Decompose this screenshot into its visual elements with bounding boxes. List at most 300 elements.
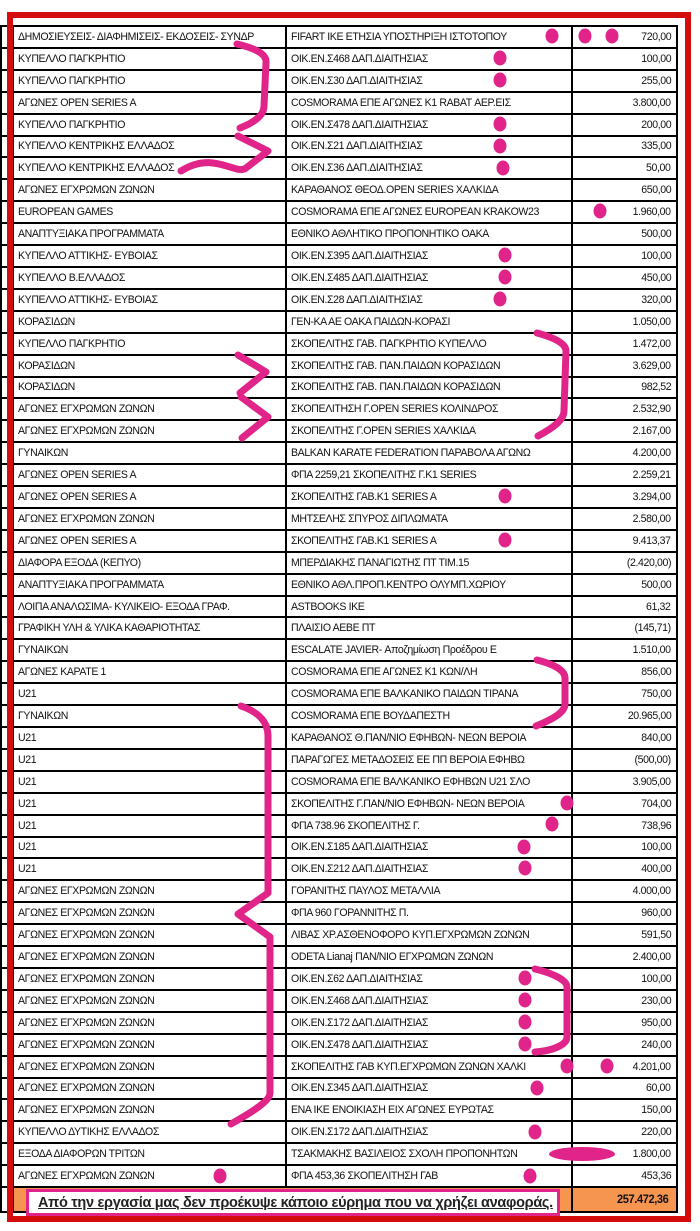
amount-cell <box>573 378 678 398</box>
description-cell-text: ΟΙΚ.ΕΝ.Σ345 ΔΑΠ.ΔΙΑΙΤΗΣΙΑΣ <box>291 1082 428 1095</box>
description-cell-text: ODETA Lianaj ΠΑΝ/ΝΙΟ ΕΓΧΡΩΜΩΝ ΖΩΝΩΝ <box>291 951 494 964</box>
amount-cell <box>573 312 678 332</box>
amount-cell-text: 230,00 <box>641 994 671 1007</box>
category-cell <box>14 334 287 354</box>
amount-cell-text: 856,00 <box>641 666 671 679</box>
margin-cell <box>0 334 14 354</box>
description-cell <box>287 1035 573 1055</box>
description-cell-text: COSMORAMA ΕΠΕ ΑΓΩΝΕΣ EUROPEAN KRAKOW23 <box>291 206 540 219</box>
amount-cell-text: 9.413,37 <box>632 534 671 547</box>
description-cell <box>287 684 573 704</box>
amount-cell <box>573 750 678 770</box>
amount-cell <box>573 71 678 91</box>
margin-cell <box>0 115 14 135</box>
description-cell <box>287 180 573 200</box>
amount-cell-text: 3.629,00 <box>632 359 671 372</box>
description-cell <box>287 356 573 376</box>
amount-cell-text: 100,00 <box>641 52 671 65</box>
amount-cell <box>573 509 678 529</box>
description-cell-text: COSMORAMA ΕΠΕ ΑΓΩΝΕΣ Κ1 RABAT ΑΕΡ.ΕΙΣ <box>291 96 511 109</box>
margin-cell <box>0 684 14 704</box>
amount-cell-text: 950,00 <box>641 1016 671 1029</box>
table-row <box>0 1057 678 1079</box>
description-cell <box>287 1057 573 1077</box>
amount-cell <box>573 1013 678 1033</box>
margin-cell <box>0 1122 14 1142</box>
description-cell <box>287 531 573 551</box>
margin-cell <box>0 180 14 200</box>
margin-cell <box>0 640 14 660</box>
description-cell <box>287 49 573 69</box>
description-cell-text: ΟΙΚ.ΕΝ.Σ172 ΔΑΠ.ΔΙΑΙΤΗΣΙΑΣ <box>291 1126 428 1139</box>
table-row <box>0 947 678 969</box>
category-cell <box>14 553 287 573</box>
amount-cell-text: 1.960,00 <box>632 206 671 219</box>
category-cell-text: ΑΓΩΝΕΣ ΕΓΧΡΩΜΩΝ ΖΩΝΩΝ <box>18 994 155 1007</box>
description-cell-text: ΜΠΕΡΔΙΑΚΗΣ ΠΑΝΑΓΙΩΤΗΣ ΠΤ ΤΙΜ.15 <box>291 556 470 569</box>
category-cell-text: ΓΥΝΑΙΚΩΝ <box>18 447 68 460</box>
description-cell-text: COSMORAMA ΕΠΕ ΒΟΥΔΑΠΕΣΤΗ <box>291 710 450 723</box>
description-cell-text: ΟΙΚ.ΕΝ.Σ185 ΔΑΠ.ΔΙΑΙΤΗΣΙΑΣ <box>291 841 428 854</box>
description-cell <box>287 838 573 858</box>
margin-cell <box>0 202 14 222</box>
category-cell-text: ΚΥΠΕΛΛΟ ΔΥΤΙΚΗΣ ΕΛΛΑΔΟΣ <box>18 1126 159 1139</box>
table-row <box>0 1079 678 1101</box>
amount-cell-text: 453,36 <box>641 1170 671 1183</box>
category-cell-text: U21 <box>18 819 37 832</box>
grand-total-cell <box>573 1188 678 1211</box>
margin-cell <box>0 312 14 332</box>
description-cell <box>287 71 573 91</box>
description-cell-text: ΣΚΟΠΕΛΙΤΗΣ ΓΑΒ. ΠΑΝ.ΠΑΙΔΩΝ ΚΟΡΑΣΙΔΩΝ <box>291 359 501 372</box>
category-cell-text: ΑΓΩΝΕΣ ΕΓΧΡΩΜΩΝ ΖΩΝΩΝ <box>18 184 155 197</box>
amount-cell-text: 591,50 <box>641 929 671 942</box>
amount-cell-text: 335,00 <box>641 140 671 153</box>
amount-cell <box>573 1144 678 1164</box>
amount-cell-text: 704,00 <box>641 797 671 810</box>
description-cell <box>287 662 573 682</box>
table-row <box>0 1166 678 1188</box>
margin-cell <box>0 816 14 836</box>
description-cell <box>287 443 573 463</box>
category-cell-text: ΚΥΠΕΛΛΟ ΠΑΓΚΡΗΤΙΟ <box>18 118 126 131</box>
category-cell <box>14 662 287 682</box>
amount-cell <box>573 816 678 836</box>
description-cell-text: ΣΚΟΠΕΛΙΤΗΣ ΓΑΒ.Κ1 SERIES A <box>291 534 437 547</box>
category-cell <box>14 838 287 858</box>
category-cell-text: ΚΥΠΕΛΛΟ ΠΑΓΚΡΗΤΙΟ <box>18 52 126 65</box>
description-cell <box>287 399 573 419</box>
category-cell <box>14 750 287 770</box>
margin-cell <box>0 224 14 244</box>
margin-cell <box>0 356 14 376</box>
description-cell <box>287 881 573 901</box>
category-cell-text: ΑΓΩΝΕΣ ΕΓΧΡΩΜΩΝ ΖΩΝΩΝ <box>18 1016 155 1029</box>
margin-cell <box>0 137 14 157</box>
amount-cell <box>573 728 678 748</box>
amount-cell-text: 450,00 <box>641 271 671 284</box>
amount-cell-text: 4.200,00 <box>632 447 671 460</box>
amount-cell <box>573 246 678 266</box>
category-cell <box>14 356 287 376</box>
description-cell-text: ΦΠΑ 2259,21 ΣΚΟΠΕΛΙΤΗΣ Γ.Κ1 SERIES <box>291 469 477 482</box>
category-cell <box>14 597 287 617</box>
category-cell <box>14 794 287 814</box>
table-row <box>0 881 678 903</box>
table-row <box>0 706 678 728</box>
description-cell <box>287 246 573 266</box>
description-cell-text: ΤΣΑΚΜΑΚΗΣ ΒΑΣΙΛΕΙΟΣ ΣΧΟΛΗ ΠΡΟΠΟΝΗΤΩΝ <box>291 1148 518 1161</box>
description-cell-text: ΟΙΚ.ΕΝ.Σ30 ΔΑΠ.ΔΙΑΙΤΗΣΙΑΣ <box>291 74 423 87</box>
table-row <box>0 575 678 597</box>
auditor-note-box <box>26 1189 560 1216</box>
amount-cell <box>573 662 678 682</box>
description-cell <box>287 1166 573 1186</box>
description-cell <box>287 640 573 660</box>
amount-cell-text: (2.420,00) <box>626 556 671 569</box>
amount-cell <box>573 925 678 945</box>
category-cell <box>14 290 287 310</box>
table-row <box>0 618 678 640</box>
description-cell <box>287 137 573 157</box>
description-cell-text: ΓΕΝ-ΚΑ ΑΕ ΟΑΚΑ ΠΑΙΔΩΝ-ΚΟΡΑΣΙ <box>291 315 451 328</box>
description-cell <box>287 618 573 638</box>
margin-cell <box>0 465 14 485</box>
description-cell <box>287 1013 573 1033</box>
description-cell-text: ASTBOOKS IKE <box>291 600 365 613</box>
amount-cell-text: 100,00 <box>641 250 671 263</box>
amount-cell-text: 220,00 <box>641 1126 671 1139</box>
category-cell <box>14 180 287 200</box>
category-cell-text: U21 <box>18 863 37 876</box>
category-cell <box>14 728 287 748</box>
description-cell-text: COSMORAMA ΕΠΕ ΒΑΛΚΑΝΙΚΟ ΠΑΙΔΩΝ ΤΙΡΑΝΑ <box>291 688 519 701</box>
category-cell <box>14 137 287 157</box>
category-cell-text: ΚΥΠΕΛΛΟ Β.ΕΛΛΑΔΟΣ <box>18 271 126 284</box>
category-cell <box>14 509 287 529</box>
margin-cell <box>0 553 14 573</box>
margin-cell <box>0 618 14 638</box>
category-cell <box>14 1013 287 1033</box>
description-cell-text: ΚΑΡΑΘΑΝΟΣ Θ.ΠΑΝ/ΝΙΟ ΕΦΗΒΩΝ- ΝΕΩΝ ΒΕΡΟΙΑ <box>291 731 527 744</box>
table-row <box>0 443 678 465</box>
description-cell <box>287 465 573 485</box>
description-cell <box>287 421 573 441</box>
margin-cell <box>0 662 14 682</box>
description-cell <box>287 334 573 354</box>
amount-cell <box>573 903 678 923</box>
category-cell-text: ΕΞΟΔΑ ΔΙΑΦΟΡΩΝ ΤΡΙΤΩΝ <box>18 1148 145 1161</box>
category-cell-text: ΚΥΠΕΛΛΟ ΠΑΓΚΡΗΤΙΟ <box>18 74 126 87</box>
margin-cell <box>0 27 14 47</box>
description-cell <box>287 378 573 398</box>
category-cell-text: ΑΝΑΠΤΥΞΙΑΚΑ ΠΡΟΓΡΑΜΜΑΤΑ <box>18 228 164 241</box>
margin-cell <box>0 1166 14 1186</box>
amount-cell <box>573 465 678 485</box>
category-cell <box>14 399 287 419</box>
amount-cell <box>573 290 678 310</box>
description-cell <box>287 925 573 945</box>
description-cell-text: ESCALATE JAVIER- Αποζημίωση Προέδρου Ε <box>291 644 497 657</box>
margin-cell <box>0 1057 14 1077</box>
description-cell-text: ΟΙΚ.ΕΝ.Σ485 ΔΑΠ.ΔΙΑΙΤΗΣΙΑΣ <box>291 271 428 284</box>
amount-cell-text: 1.050,00 <box>632 315 671 328</box>
margin-cell <box>0 290 14 310</box>
amount-cell <box>573 553 678 573</box>
amount-cell-text: 3.800,00 <box>632 96 671 109</box>
table-row <box>0 137 678 159</box>
description-cell-text: ΣΚΟΠΕΛΙΤΗΣ ΓΑΒ. ΠΑΓΚΡΗΤΙΟ ΚΥΠΕΛΛΟ <box>291 337 487 350</box>
amount-cell <box>573 1122 678 1142</box>
table-row <box>0 772 678 794</box>
description-cell-text: ΦΠΑ 738.96 ΣΚΟΠΕΛΙΤΗΣ Γ. <box>291 819 420 832</box>
table-row <box>0 356 678 378</box>
table-row <box>0 27 678 49</box>
table-row <box>0 399 678 421</box>
table-row <box>0 991 678 1013</box>
margin-cell <box>0 509 14 529</box>
category-cell-text: ΚΟΡΑΣΙΔΩΝ <box>18 315 75 328</box>
table-row <box>0 180 678 202</box>
category-cell <box>14 465 287 485</box>
category-cell-text: ΓΡΑΦΙΚΗ ΥΛΗ & ΥΛΙΚΑ ΚΑΘΑΡΙΟΤΗΤΑΣ <box>18 622 201 635</box>
amount-cell-text: 200,00 <box>641 118 671 131</box>
description-cell <box>287 290 573 310</box>
amount-cell <box>573 202 678 222</box>
description-cell <box>287 816 573 836</box>
category-cell <box>14 27 287 47</box>
category-cell <box>14 224 287 244</box>
description-cell-text: COSMORAMA ΕΠΕ ΒΑΛΚΑΝΙΚΟ ΕΦΗΒΩΝ U21 ΣΛΟ <box>291 775 530 788</box>
category-cell <box>14 772 287 792</box>
category-cell-text: ΑΓΩΝΕΣ ΕΓΧΡΩΜΩΝ ΖΩΝΩΝ <box>18 1060 155 1073</box>
table-row <box>0 1035 678 1057</box>
amount-cell <box>573 443 678 463</box>
table-row <box>0 597 678 619</box>
category-cell <box>14 1166 287 1186</box>
description-cell <box>287 991 573 1011</box>
margin-cell <box>0 597 14 617</box>
description-cell <box>287 224 573 244</box>
description-cell <box>287 115 573 135</box>
table-row <box>0 1013 678 1035</box>
amount-cell-text: 4.201,00 <box>632 1060 671 1073</box>
category-cell <box>14 443 287 463</box>
margin-cell <box>0 859 14 879</box>
margin-cell <box>0 246 14 266</box>
table-row <box>0 71 678 93</box>
category-cell <box>14 158 287 178</box>
category-cell-text: ΚΥΠΕΛΛΟ ΚΕΝΤΡΙΚΗΣ ΕΛΛΑΔΟΣ <box>18 140 175 153</box>
category-cell <box>14 49 287 69</box>
amount-cell-text: (500,00) <box>634 753 671 766</box>
description-cell <box>287 487 573 507</box>
description-cell-text: ΕΘΝΙΚΟ ΑΘΛ.ΠΡΟΠ.ΚΕΝΤΡΟ ΟΛΥΜΠ.ΧΩΡΙΟΥ <box>291 578 506 591</box>
description-cell-text: ΣΚΟΠΕΛΙΤΗΣ ΓΑΒ.Κ1 SERIES A <box>291 490 437 503</box>
amount-cell <box>573 772 678 792</box>
description-cell-text: ΟΙΚ.ΕΝ.Σ478 ΔΑΠ.ΔΙΑΙΤΗΣΙΑΣ <box>291 1038 428 1051</box>
description-cell-text: ΣΚΟΠΕΛΙΤΗΣ Γ.OPEN SERIES ΧΑΛΚΙΔΑ <box>291 425 476 438</box>
amount-cell <box>573 421 678 441</box>
amount-cell-text: 720,00 <box>641 30 671 43</box>
description-cell-text: ΟΙΚ.ΕΝ.Σ395 ΔΑΠ.ΔΙΑΙΤΗΣΙΑΣ <box>291 250 428 263</box>
table-row <box>0 1100 678 1122</box>
category-cell <box>14 1122 287 1142</box>
amount-cell-text: 982,52 <box>641 381 671 394</box>
category-cell <box>14 421 287 441</box>
margin-cell <box>0 991 14 1011</box>
category-cell <box>14 618 287 638</box>
category-cell-text: ΑΓΩΝΕΣ ΕΓΧΡΩΜΩΝ ΖΩΝΩΝ <box>18 425 155 438</box>
amount-cell-text: 650,00 <box>641 184 671 197</box>
category-cell <box>14 684 287 704</box>
description-cell-text: COSMORAMA ΕΠΕ ΑΓΩΝΕΣ Κ1 ΚΩΝ/ΛΗ <box>291 666 478 679</box>
category-cell <box>14 1144 287 1164</box>
description-cell-text: BALKAN KARATE FEDERATION ΠΑΡΑΒΟΛΑ ΑΓΩΝΩ <box>291 447 531 460</box>
table-row <box>0 662 678 684</box>
table-row <box>0 1144 678 1166</box>
margin-cell <box>0 1144 14 1164</box>
table-row <box>0 838 678 860</box>
category-cell <box>14 925 287 945</box>
description-cell-text: ΟΙΚ.ΕΝ.Σ468 ΔΑΠ.ΔΙΑΙΤΗΣΙΑΣ <box>291 52 428 65</box>
amount-cell-text: 240,00 <box>641 1038 671 1051</box>
description-cell <box>287 553 573 573</box>
table-row <box>0 334 678 356</box>
description-cell <box>287 1100 573 1120</box>
amount-cell <box>573 575 678 595</box>
margin-cell <box>0 728 14 748</box>
margin-cell <box>0 443 14 463</box>
amount-cell <box>573 531 678 551</box>
table-row <box>0 1122 678 1144</box>
description-cell-text: ΣΚΟΠΕΛΙΤΗΣ ΓΑΒ. ΠΑΝ.ΠΑΙΔΩΝ ΚΟΡΑΣΙΔΩΝ <box>291 381 501 394</box>
category-cell-text: ΑΝΑΠΤΥΞΙΑΚΑ ΠΡΟΓΡΑΜΜΑΤΑ <box>18 578 164 591</box>
category-cell-text: ΑΓΩΝΕΣ ΕΓΧΡΩΜΩΝ ΖΩΝΩΝ <box>18 403 155 416</box>
table-row <box>0 487 678 509</box>
amount-cell <box>573 224 678 244</box>
description-cell-text: ΟΙΚ.ΕΝ.Σ478 ΔΑΠ.ΔΙΑΙΤΗΣΙΑΣ <box>291 118 428 131</box>
category-cell-text: ΑΓΩΝΕΣ ΕΓΧΡΩΜΩΝ ΖΩΝΩΝ <box>18 1038 155 1051</box>
table-row <box>0 903 678 925</box>
table-row <box>0 684 678 706</box>
description-cell <box>287 903 573 923</box>
amount-cell <box>573 1166 678 1186</box>
amount-cell-text: 20.965,00 <box>627 710 671 723</box>
table-row <box>0 728 678 750</box>
margin-cell <box>0 947 14 967</box>
amount-cell-text: 61,32 <box>646 600 671 613</box>
category-cell-text: ΛΟΙΠΑ ΑΝΑΛΩΣΙΜΑ- ΚΥΛΙΚΕΙΟ- ΕΞΟΔΑ ΓΡΑΦ. <box>18 600 230 613</box>
category-cell <box>14 378 287 398</box>
description-cell <box>287 575 573 595</box>
amount-cell <box>573 684 678 704</box>
category-cell-text: EUROPEAN GAMES <box>18 206 113 219</box>
category-cell-text: ΚΥΠΕΛΛΟ ΠΑΓΚΡΗΤΙΟ <box>18 337 126 350</box>
margin-cell <box>0 1013 14 1033</box>
description-cell <box>287 859 573 879</box>
margin-cell <box>0 1188 14 1211</box>
margin-cell <box>0 903 14 923</box>
description-cell <box>287 1144 573 1164</box>
amount-cell <box>573 137 678 157</box>
category-cell <box>14 816 287 836</box>
amount-cell-text: 320,00 <box>641 293 671 306</box>
category-cell-text: U21 <box>18 841 37 854</box>
amount-cell <box>573 838 678 858</box>
category-cell <box>14 881 287 901</box>
category-cell-text: ΑΓΩΝΕΣ OPEN SERIES A <box>18 534 137 547</box>
amount-cell-text: 500,00 <box>641 578 671 591</box>
amount-cell-text: 3.294,00 <box>632 490 671 503</box>
amount-cell-text: 4.000,00 <box>632 885 671 898</box>
category-cell-text: ΑΓΩΝΕΣ ΕΓΧΡΩΜΩΝ ΖΩΝΩΝ <box>18 972 155 985</box>
amount-cell <box>573 268 678 288</box>
description-cell-text: ΟΙΚ.ΕΝ.Σ21 ΔΑΠ.ΔΙΑΙΤΗΣΙΑΣ <box>291 140 423 153</box>
amount-cell <box>573 49 678 69</box>
category-cell-text: ΑΓΩΝΕΣ OPEN SERIES A <box>18 469 137 482</box>
amount-cell <box>573 991 678 1011</box>
table-row <box>0 465 678 487</box>
amount-cell <box>573 706 678 726</box>
category-cell <box>14 991 287 1011</box>
amount-cell-text: 2.259,21 <box>632 469 671 482</box>
description-cell-text: ΣΚΟΠΕΛΙΤΗΣ Γ.ΠΑΝ/ΝΙΟ ΕΦΗΒΩΝ- ΝΕΩΝ ΒΕΡΟΙΑ <box>291 797 525 810</box>
category-cell-text: ΑΓΩΝΕΣ ΕΓΧΡΩΜΩΝ ΖΩΝΩΝ <box>18 1082 155 1095</box>
description-cell-text: ΦΠΑ 453,36 ΣΚΟΠΕΛΙΤΗΣΗ ΓΑΒ <box>291 1170 438 1183</box>
description-cell <box>287 772 573 792</box>
amount-cell <box>573 27 678 47</box>
amount-cell <box>573 180 678 200</box>
category-cell <box>14 487 287 507</box>
amount-cell <box>573 399 678 419</box>
description-cell-text: ΕΘΝΙΚΟ ΑΘΛΗΤΙΚΟ ΠΡΟΠΟΝΗΤΙΚΟ ΟΑΚΑ <box>291 228 489 241</box>
table-row <box>0 224 678 246</box>
amount-cell <box>573 487 678 507</box>
table-row <box>0 312 678 334</box>
category-cell <box>14 71 287 91</box>
table-row <box>0 378 678 400</box>
table-row <box>0 925 678 947</box>
category-cell-text: ΑΓΩΝΕΣ ΕΓΧΡΩΜΩΝ ΖΩΝΩΝ <box>18 951 155 964</box>
category-cell-text: ΚΥΠΕΛΛΟ ΚΕΝΤΡΙΚΗΣ ΕΛΛΑΔΟΣ <box>18 162 175 175</box>
category-cell <box>14 640 287 660</box>
margin-cell <box>0 158 14 178</box>
table-row <box>0 421 678 443</box>
table-row <box>0 640 678 662</box>
amount-cell <box>573 1100 678 1120</box>
amount-cell-text: 50,00 <box>646 162 671 175</box>
table-row <box>0 750 678 772</box>
table-row <box>0 859 678 881</box>
category-cell-text: ΑΓΩΝΕΣ ΚΑΡΑΤΕ 1 <box>18 666 107 679</box>
description-cell <box>287 706 573 726</box>
margin-cell <box>0 49 14 69</box>
category-cell-text: U21 <box>18 775 37 788</box>
margin-cell <box>0 268 14 288</box>
category-cell-text: ΚΟΡΑΣΙΔΩΝ <box>18 359 75 372</box>
amount-cell <box>573 356 678 376</box>
amount-cell-text: 840,00 <box>641 731 671 744</box>
category-cell-text: ΑΓΩΝΕΣ ΕΓΧΡΩΜΩΝ ΖΩΝΩΝ <box>18 929 155 942</box>
category-cell-text: U21 <box>18 753 37 766</box>
category-cell <box>14 1035 287 1055</box>
amount-cell <box>573 969 678 989</box>
category-cell <box>14 268 287 288</box>
category-cell <box>14 115 287 135</box>
table-row <box>0 202 678 224</box>
amount-cell-text: 1.800,00 <box>632 1148 671 1161</box>
